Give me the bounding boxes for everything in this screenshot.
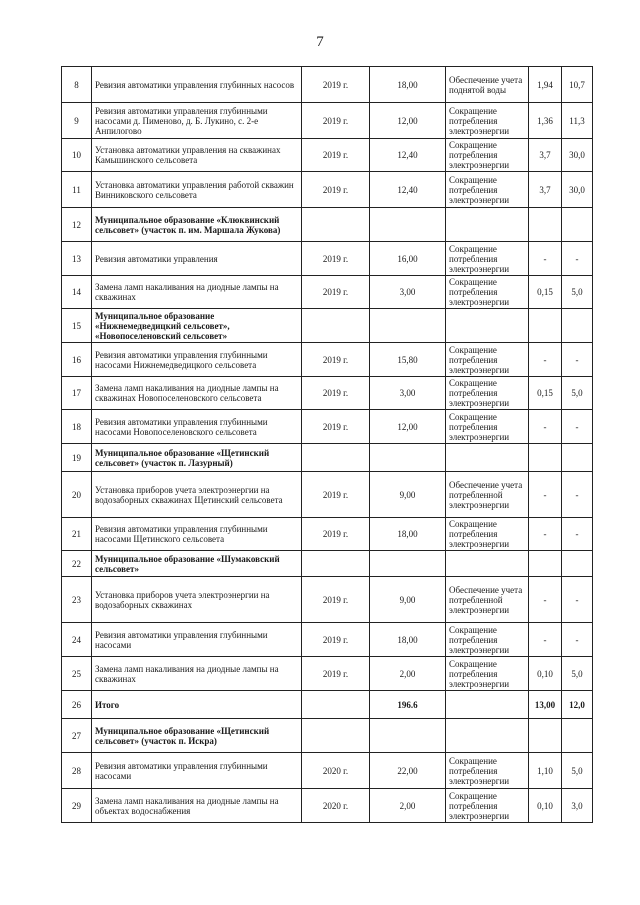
year-cell: 2020 г. (302, 789, 370, 823)
section-header-row (62, 208, 593, 242)
effect-cell (446, 309, 529, 343)
effect-cell (446, 444, 529, 472)
effect-cell: Сокращение потребления электроэнергии (446, 657, 529, 691)
value2-cell (562, 309, 593, 343)
cost-cell: 3,00 (370, 377, 446, 410)
row-number: 12 (62, 208, 92, 242)
effect-cell (446, 691, 529, 719)
value2-cell: 12,0 (562, 691, 593, 719)
table-body (62, 67, 593, 823)
value1-cell: - (529, 623, 562, 657)
value1-cell: 1,94 (529, 67, 562, 103)
row-number: 17 (62, 377, 92, 410)
work-description: Замена ламп накаливания на диодные лампы на объектах водоснабжения (92, 789, 302, 823)
cost-cell: 15,80 (370, 343, 446, 377)
value2-cell: - (562, 410, 593, 444)
value2-cell: - (562, 472, 593, 518)
row-number: 28 (62, 753, 92, 789)
year-cell: 2019 г. (302, 139, 370, 172)
value1-cell: 3,7 (529, 139, 562, 172)
value2-cell (562, 208, 593, 242)
row-number: 21 (62, 518, 92, 551)
row-number: 23 (62, 577, 92, 623)
value1-cell: - (529, 472, 562, 518)
work-description: Установка приборов учета электроэнергии на водозаборных скважинах (92, 577, 302, 623)
value2-cell: 5,0 (562, 753, 593, 789)
table-row (62, 67, 593, 103)
row-number: 10 (62, 139, 92, 172)
work-description: Ревизия автоматики управления глубинными насосами д. Пименово, д. Б. Лукино, с. 2-е Анпилогово (92, 103, 302, 139)
year-cell (302, 309, 370, 343)
row-number: 13 (62, 242, 92, 276)
row-number: 25 (62, 657, 92, 691)
effect-cell: Сокращение потребления электроэнергии (446, 623, 529, 657)
cost-cell (370, 551, 446, 577)
value1-cell: - (529, 343, 562, 377)
value1-cell: 0,10 (529, 657, 562, 691)
work-description: Ревизия автоматики управления глубинных насосов (92, 67, 302, 103)
section-header-row (62, 719, 593, 753)
cost-cell: 12,00 (370, 103, 446, 139)
work-description: Установка приборов учета электроэнергии на водозаборных скважинах Щетинский сельсовета (92, 472, 302, 518)
year-cell (302, 444, 370, 472)
value2-cell: - (562, 623, 593, 657)
year-cell (302, 551, 370, 577)
effect-cell: Сокращение потребления электроэнергии (446, 242, 529, 276)
table-row (62, 276, 593, 309)
effect-cell: Сокращение потребления электроэнергии (446, 789, 529, 823)
value2-cell: 10,7 (562, 67, 593, 103)
cost-cell: 12,40 (370, 172, 446, 208)
work-description: Ревизия автоматики управления глубинными насосами Нижнемедведицкого сельсовета (92, 343, 302, 377)
year-cell: 2019 г. (302, 276, 370, 309)
value2-cell (562, 719, 593, 753)
row-number: 11 (62, 172, 92, 208)
work-description: Ревизия автоматики управления глубинными насосами (92, 623, 302, 657)
table-row (62, 410, 593, 444)
table-row (62, 518, 593, 551)
year-cell (302, 691, 370, 719)
year-cell: 2019 г. (302, 242, 370, 276)
value1-cell: 1,36 (529, 103, 562, 139)
year-cell: 2019 г. (302, 657, 370, 691)
year-cell (302, 719, 370, 753)
cost-cell (370, 444, 446, 472)
value2-cell: 5,0 (562, 276, 593, 309)
effect-cell: Обеспечение учета потребленной электроэнергии (446, 472, 529, 518)
row-number: 27 (62, 719, 92, 753)
value1-cell (529, 208, 562, 242)
value1-cell: - (529, 577, 562, 623)
year-cell: 2019 г. (302, 343, 370, 377)
row-number: 22 (62, 551, 92, 577)
table-row (62, 753, 593, 789)
value2-cell: 30,0 (562, 139, 593, 172)
section-header-row (62, 444, 593, 472)
value2-cell: - (562, 242, 593, 276)
work-description: Муниципальное образование «Щетинский сельсовет» (участок п. Искра) (92, 719, 302, 753)
year-cell: 2019 г. (302, 472, 370, 518)
effect-cell: Сокращение потребления электроэнергии (446, 410, 529, 444)
value1-cell: 1,10 (529, 753, 562, 789)
year-cell: 2019 г. (302, 67, 370, 103)
effect-cell (446, 551, 529, 577)
cost-cell: 18,00 (370, 623, 446, 657)
effect-cell: Сокращение потребления электроэнергии (446, 753, 529, 789)
effect-cell: Сокращение потребления электроэнергии (446, 139, 529, 172)
value2-cell: - (562, 518, 593, 551)
work-description: Итого (92, 691, 302, 719)
row-number: 24 (62, 623, 92, 657)
energy-measures-table (61, 66, 593, 823)
year-cell: 2019 г. (302, 172, 370, 208)
year-cell: 2019 г. (302, 623, 370, 657)
row-number: 14 (62, 276, 92, 309)
effect-cell: Обеспечение учета потребленной электроэнергии (446, 577, 529, 623)
page-number: 7 (316, 34, 324, 50)
value2-cell: 30,0 (562, 172, 593, 208)
value1-cell: 0,10 (529, 789, 562, 823)
section-header-row (62, 551, 593, 577)
work-description: Замена ламп накаливания на диодные лампы на скважинах Новопоселеновского сельсовета (92, 377, 302, 410)
work-description: Муниципальное образование «Шумаковский сельсовет» (92, 551, 302, 577)
year-cell: 2019 г. (302, 377, 370, 410)
table-row (62, 472, 593, 518)
row-number: 9 (62, 103, 92, 139)
cost-cell: 18,00 (370, 67, 446, 103)
cost-cell: 2,00 (370, 789, 446, 823)
row-number: 8 (62, 67, 92, 103)
value2-cell: 3,0 (562, 789, 593, 823)
table-row (62, 623, 593, 657)
work-description: Ревизия автоматики управления глубинными насосами Щетинского сельсовета (92, 518, 302, 551)
cost-cell (370, 208, 446, 242)
value2-cell: 5,0 (562, 657, 593, 691)
work-description: Замена ламп накаливания на диодные лампы на скважинах (92, 276, 302, 309)
row-number: 16 (62, 343, 92, 377)
effect-cell: Сокращение потребления электроэнергии (446, 377, 529, 410)
section-header-row (62, 309, 593, 343)
year-cell (302, 208, 370, 242)
work-description: Ревизия автоматики управления глубинными насосами (92, 753, 302, 789)
work-description: Ревизия автоматики управления глубинными насосами Новопоселеновского сельсовета (92, 410, 302, 444)
row-number: 26 (62, 691, 92, 719)
value1-cell: - (529, 242, 562, 276)
cost-cell: 3,00 (370, 276, 446, 309)
year-cell: 2020 г. (302, 753, 370, 789)
cost-cell (370, 309, 446, 343)
work-description: Муниципальное образование «Клюквинский сельсовет» (участок п. им. Маршала Жукова) (92, 208, 302, 242)
table-row (62, 657, 593, 691)
effect-cell: Сокращение потребления электроэнергии (446, 343, 529, 377)
table-row (62, 577, 593, 623)
cost-cell: 12,40 (370, 139, 446, 172)
effect-cell: Сокращение потребления электроэнергии (446, 172, 529, 208)
table-row (62, 789, 593, 823)
value1-cell: - (529, 410, 562, 444)
row-number: 15 (62, 309, 92, 343)
value2-cell: 11,3 (562, 103, 593, 139)
work-description: Замена ламп накаливания на диодные лампы на скважинах (92, 657, 302, 691)
cost-cell: 9,00 (370, 577, 446, 623)
table-row (62, 172, 593, 208)
year-cell: 2019 г. (302, 577, 370, 623)
row-number: 18 (62, 410, 92, 444)
effect-cell (446, 719, 529, 753)
effect-cell: Обеспечение учета поднятой воды (446, 67, 529, 103)
value1-cell: 0,15 (529, 377, 562, 410)
effect-cell (446, 208, 529, 242)
effect-cell: Сокращение потребления электроэнергии (446, 103, 529, 139)
effect-cell: Сокращение потребления электроэнергии (446, 276, 529, 309)
value1-cell (529, 719, 562, 753)
work-description: Ревизия автоматики управления (92, 242, 302, 276)
cost-cell: 2,00 (370, 657, 446, 691)
work-description: Установка автоматики управления работой скважин Винниковского сельсовета (92, 172, 302, 208)
table-row (62, 103, 593, 139)
year-cell: 2019 г. (302, 410, 370, 444)
row-number: 20 (62, 472, 92, 518)
row-number: 19 (62, 444, 92, 472)
work-description: Муниципальное образование «Нижнемедведицкий сельсовет», «Новопоселеновский сельсовет» (92, 309, 302, 343)
value1-cell: - (529, 518, 562, 551)
cost-cell: 196.6 (370, 691, 446, 719)
table-row (62, 343, 593, 377)
cost-cell: 18,00 (370, 518, 446, 551)
effect-cell: Сокращение потребления электроэнергии (446, 518, 529, 551)
value2-cell: - (562, 577, 593, 623)
value2-cell (562, 444, 593, 472)
value1-cell (529, 309, 562, 343)
year-cell: 2019 г. (302, 518, 370, 551)
value1-cell: 0,15 (529, 276, 562, 309)
work-description: Установка автоматики управления на скважинах Камышинского сельсовета (92, 139, 302, 172)
value1-cell: 13,00 (529, 691, 562, 719)
value1-cell: 3,7 (529, 172, 562, 208)
table-row (62, 242, 593, 276)
cost-cell: 22,00 (370, 753, 446, 789)
value2-cell (562, 551, 593, 577)
value1-cell (529, 444, 562, 472)
cost-cell: 12,00 (370, 410, 446, 444)
table-row (62, 377, 593, 410)
cost-cell (370, 719, 446, 753)
value2-cell: - (562, 343, 593, 377)
total-row (62, 691, 593, 719)
cost-cell: 9,00 (370, 472, 446, 518)
value1-cell (529, 551, 562, 577)
table-row (62, 139, 593, 172)
value2-cell: 5,0 (562, 377, 593, 410)
row-number: 29 (62, 789, 92, 823)
year-cell: 2019 г. (302, 103, 370, 139)
cost-cell: 16,00 (370, 242, 446, 276)
work-description: Муниципальное образование «Щетинский сельсовет» (участок п. Лазурный) (92, 444, 302, 472)
